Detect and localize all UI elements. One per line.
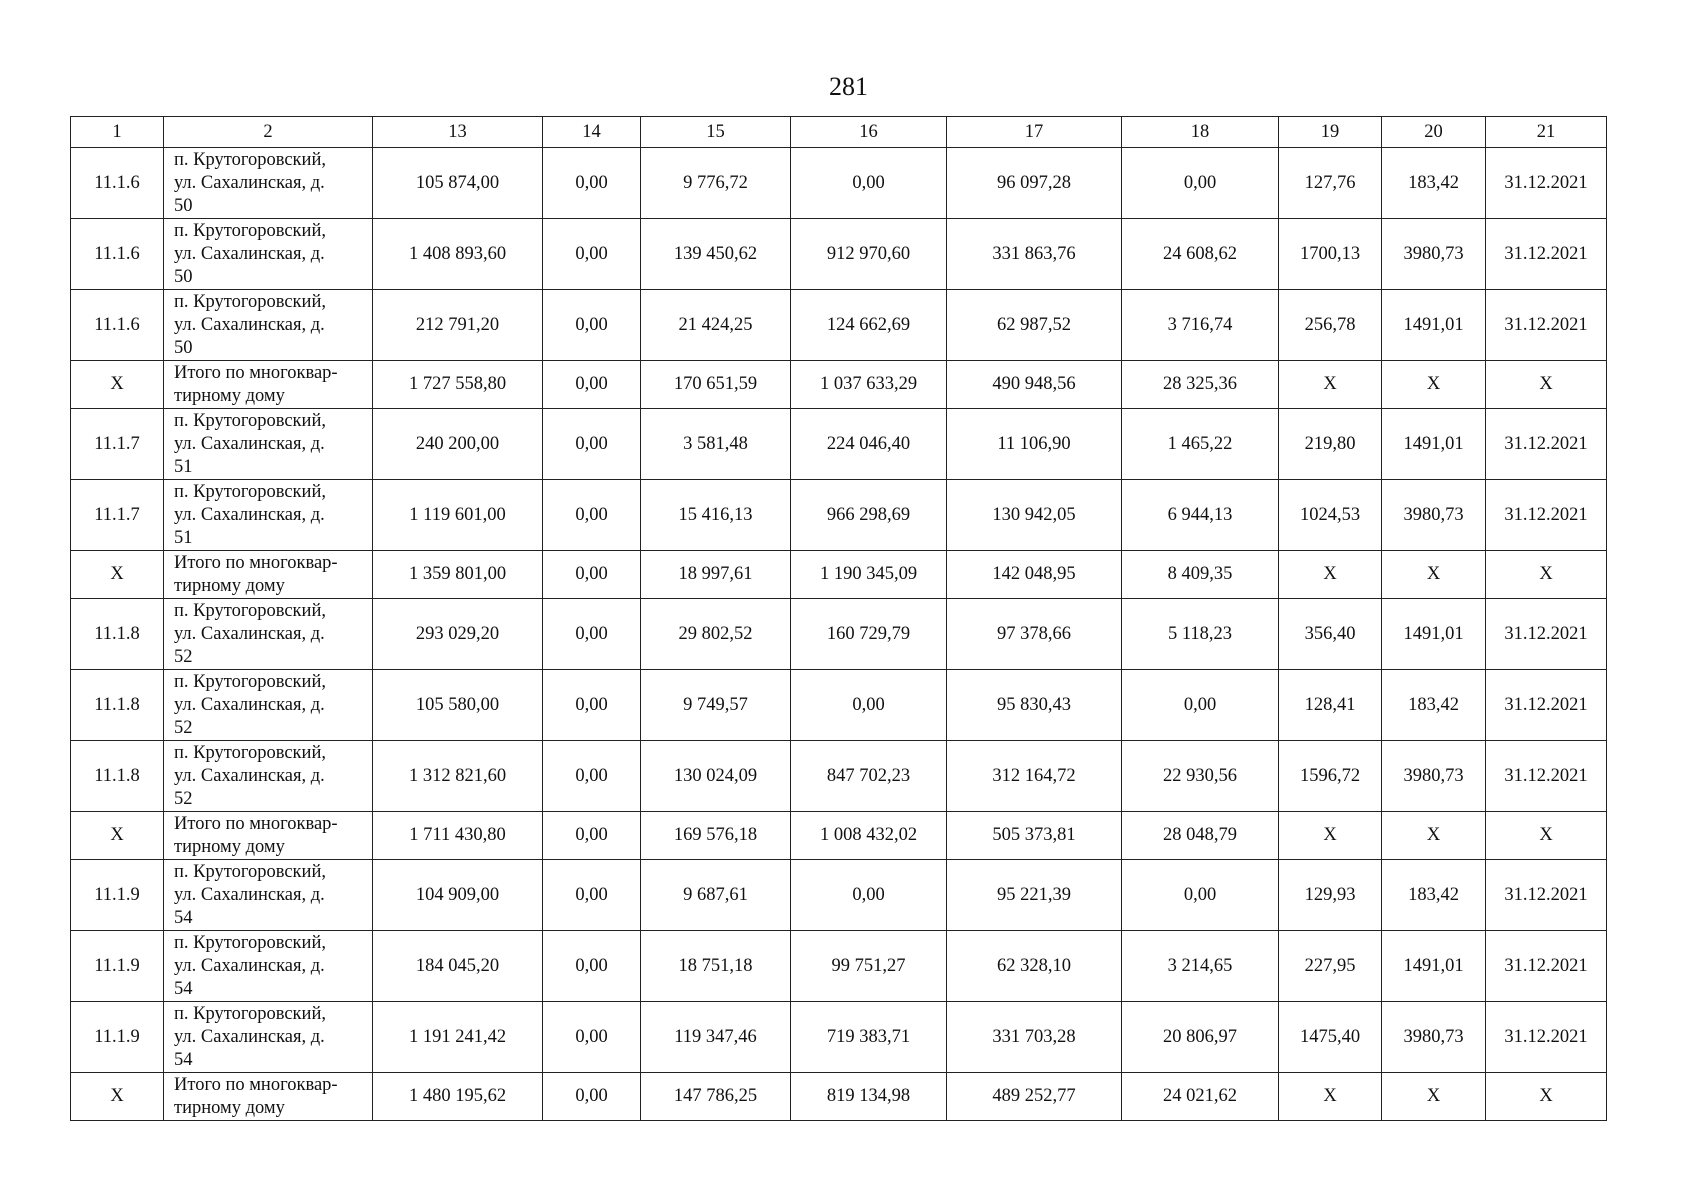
column-header: 19: [1279, 117, 1382, 148]
date-cell: 31.12.2021: [1486, 670, 1607, 741]
col-17-cell: 97 378,66: [947, 599, 1122, 670]
col-16-cell: 1 190 345,09: [791, 551, 947, 599]
col-14-cell: 0,00: [543, 599, 641, 670]
row-number-cell: 11.1.6: [71, 290, 164, 361]
column-header: 16: [791, 117, 947, 148]
col-18-cell: 0,00: [1122, 670, 1279, 741]
col-18-cell: 8 409,35: [1122, 551, 1279, 599]
col-19-cell: X: [1279, 361, 1382, 409]
col-14-cell: 0,00: [543, 361, 641, 409]
col-14-cell: 0,00: [543, 409, 641, 480]
col-16-cell: 124 662,69: [791, 290, 947, 361]
col-15-cell: 169 576,18: [641, 812, 791, 860]
total-row: [71, 361, 1607, 409]
table-row: [71, 670, 1607, 741]
col-17-cell: 62 987,52: [947, 290, 1122, 361]
col-20-cell: 183,42: [1382, 670, 1486, 741]
address-cell: п. Крутогоровский, ул. Сахалинская, д. 54: [164, 1002, 373, 1073]
col-15-cell: 130 024,09: [641, 741, 791, 812]
row-number-cell: 11.1.8: [71, 599, 164, 670]
col-15-cell: 9 749,57: [641, 670, 791, 741]
col-13-cell: 1 119 601,00: [373, 480, 543, 551]
col-14-cell: 0,00: [543, 290, 641, 361]
column-header: 1: [71, 117, 164, 148]
address-cell: п. Крутогоровский, ул. Сахалинская, д. 52: [164, 741, 373, 812]
col-14-cell: 0,00: [543, 1002, 641, 1073]
column-header: 15: [641, 117, 791, 148]
col-20-cell: X: [1382, 1073, 1486, 1121]
col-18-cell: 5 118,23: [1122, 599, 1279, 670]
col-20-cell: X: [1382, 361, 1486, 409]
col-20-cell: 3980,73: [1382, 1002, 1486, 1073]
address-cell: п. Крутогоровский, ул. Сахалинская, д. 50: [164, 290, 373, 361]
column-header: 20: [1382, 117, 1486, 148]
col-13-cell: 1 480 195,62: [373, 1073, 543, 1121]
col-19-cell: 129,93: [1279, 860, 1382, 931]
column-header: 18: [1122, 117, 1279, 148]
col-13-cell: 293 029,20: [373, 599, 543, 670]
address-cell: Итого по многоквар- тирному дому: [164, 551, 373, 599]
col-19-cell: 356,40: [1279, 599, 1382, 670]
col-18-cell: 24 608,62: [1122, 219, 1279, 290]
date-cell: 31.12.2021: [1486, 480, 1607, 551]
col-19-cell: X: [1279, 551, 1382, 599]
table-row: [71, 931, 1607, 1002]
col-15-cell: 9 687,61: [641, 860, 791, 931]
table-row: [71, 741, 1607, 812]
column-header: 17: [947, 117, 1122, 148]
date-cell: 31.12.2021: [1486, 599, 1607, 670]
table-row: [71, 409, 1607, 480]
date-cell: 31.12.2021: [1486, 409, 1607, 480]
col-19-cell: 1475,40: [1279, 1002, 1382, 1073]
col-13-cell: 1 359 801,00: [373, 551, 543, 599]
col-17-cell: 96 097,28: [947, 148, 1122, 219]
col-13-cell: 1 408 893,60: [373, 219, 543, 290]
row-number-cell: 11.1.7: [71, 480, 164, 551]
address-cell: п. Крутогоровский, ул. Сахалинская, д. 50: [164, 148, 373, 219]
col-16-cell: 160 729,79: [791, 599, 947, 670]
total-row: [71, 551, 1607, 599]
date-cell: X: [1486, 1073, 1607, 1121]
col-18-cell: 0,00: [1122, 860, 1279, 931]
col-15-cell: 170 651,59: [641, 361, 791, 409]
col-19-cell: 1700,13: [1279, 219, 1382, 290]
col-19-cell: X: [1279, 812, 1382, 860]
col-17-cell: 95 830,43: [947, 670, 1122, 741]
col-17-cell: 312 164,72: [947, 741, 1122, 812]
col-13-cell: 1 711 430,80: [373, 812, 543, 860]
date-cell: X: [1486, 361, 1607, 409]
address-cell: п. Крутогоровский, ул. Сахалинская, д. 50: [164, 219, 373, 290]
col-16-cell: 224 046,40: [791, 409, 947, 480]
col-15-cell: 18 751,18: [641, 931, 791, 1002]
col-13-cell: 1 727 558,80: [373, 361, 543, 409]
date-cell: X: [1486, 812, 1607, 860]
col-13-cell: 184 045,20: [373, 931, 543, 1002]
col-20-cell: 1491,01: [1382, 931, 1486, 1002]
column-header: 14: [543, 117, 641, 148]
col-16-cell: 847 702,23: [791, 741, 947, 812]
col-17-cell: 505 373,81: [947, 812, 1122, 860]
col-15-cell: 29 802,52: [641, 599, 791, 670]
col-20-cell: 1491,01: [1382, 409, 1486, 480]
col-18-cell: 3 214,65: [1122, 931, 1279, 1002]
col-17-cell: 489 252,77: [947, 1073, 1122, 1121]
col-16-cell: 0,00: [791, 670, 947, 741]
row-number-cell: 11.1.8: [71, 670, 164, 741]
date-cell: X: [1486, 551, 1607, 599]
date-cell: 31.12.2021: [1486, 1002, 1607, 1073]
col-16-cell: 819 134,98: [791, 1073, 947, 1121]
col-16-cell: 1 037 633,29: [791, 361, 947, 409]
table-row: [71, 480, 1607, 551]
column-header: 13: [373, 117, 543, 148]
col-20-cell: X: [1382, 551, 1486, 599]
col-14-cell: 0,00: [543, 551, 641, 599]
col-19-cell: 128,41: [1279, 670, 1382, 741]
col-16-cell: 1 008 432,02: [791, 812, 947, 860]
address-cell: п. Крутогоровский, ул. Сахалинская, д. 51: [164, 409, 373, 480]
col-18-cell: 0,00: [1122, 148, 1279, 219]
col-19-cell: 227,95: [1279, 931, 1382, 1002]
col-20-cell: 1491,01: [1382, 290, 1486, 361]
col-16-cell: 0,00: [791, 860, 947, 931]
table-row: [71, 599, 1607, 670]
col-18-cell: 24 021,62: [1122, 1073, 1279, 1121]
address-cell: Итого по многоквар- тирному дому: [164, 1073, 373, 1121]
col-18-cell: 6 944,13: [1122, 480, 1279, 551]
address-cell: Итого по многоквар- тирному дому: [164, 812, 373, 860]
col-15-cell: 3 581,48: [641, 409, 791, 480]
col-13-cell: 105 580,00: [373, 670, 543, 741]
col-14-cell: 0,00: [543, 480, 641, 551]
col-15-cell: 21 424,25: [641, 290, 791, 361]
col-20-cell: 3980,73: [1382, 219, 1486, 290]
row-number-cell: 11.1.9: [71, 860, 164, 931]
col-19-cell: X: [1279, 1073, 1382, 1121]
date-cell: 31.12.2021: [1486, 931, 1607, 1002]
col-14-cell: 0,00: [543, 1073, 641, 1121]
row-number-cell: 11.1.9: [71, 1002, 164, 1073]
table-body: [71, 117, 1607, 1121]
col-15-cell: 15 416,13: [641, 480, 791, 551]
row-number-cell: X: [71, 1073, 164, 1121]
table-row: [71, 860, 1607, 931]
col-15-cell: 9 776,72: [641, 148, 791, 219]
col-18-cell: 22 930,56: [1122, 741, 1279, 812]
row-number-cell: 11.1.9: [71, 931, 164, 1002]
table-row: [71, 290, 1607, 361]
col-17-cell: 331 703,28: [947, 1002, 1122, 1073]
col-13-cell: 212 791,20: [373, 290, 543, 361]
col-20-cell: 1491,01: [1382, 599, 1486, 670]
col-13-cell: 1 312 821,60: [373, 741, 543, 812]
col-18-cell: 28 048,79: [1122, 812, 1279, 860]
col-17-cell: 142 048,95: [947, 551, 1122, 599]
address-cell: п. Крутогоровский, ул. Сахалинская, д. 52: [164, 670, 373, 741]
header-row: [71, 117, 1607, 148]
address-cell: п. Крутогоровский, ул. Сахалинская, д. 54: [164, 931, 373, 1002]
col-16-cell: 912 970,60: [791, 219, 947, 290]
total-row: [71, 1073, 1607, 1121]
col-13-cell: 104 909,00: [373, 860, 543, 931]
col-14-cell: 0,00: [543, 148, 641, 219]
col-20-cell: 183,42: [1382, 860, 1486, 931]
col-14-cell: 0,00: [543, 812, 641, 860]
date-cell: 31.12.2021: [1486, 860, 1607, 931]
row-number-cell: X: [71, 812, 164, 860]
col-14-cell: 0,00: [543, 741, 641, 812]
col-17-cell: 490 948,56: [947, 361, 1122, 409]
col-15-cell: 139 450,62: [641, 219, 791, 290]
col-14-cell: 0,00: [543, 219, 641, 290]
col-16-cell: 0,00: [791, 148, 947, 219]
table-row: [71, 148, 1607, 219]
col-20-cell: X: [1382, 812, 1486, 860]
col-14-cell: 0,00: [543, 670, 641, 741]
col-17-cell: 130 942,05: [947, 480, 1122, 551]
row-number-cell: X: [71, 361, 164, 409]
col-17-cell: 11 106,90: [947, 409, 1122, 480]
col-16-cell: 966 298,69: [791, 480, 947, 551]
page-number: 281: [829, 72, 868, 101]
col-18-cell: 20 806,97: [1122, 1002, 1279, 1073]
col-16-cell: 719 383,71: [791, 1002, 947, 1073]
table-row: [71, 1002, 1607, 1073]
date-cell: 31.12.2021: [1486, 148, 1607, 219]
row-number-cell: 11.1.7: [71, 409, 164, 480]
col-16-cell: 99 751,27: [791, 931, 947, 1002]
col-20-cell: 3980,73: [1382, 741, 1486, 812]
address-cell: Итого по многоквар- тирному дому: [164, 361, 373, 409]
col-13-cell: 105 874,00: [373, 148, 543, 219]
col-15-cell: 147 786,25: [641, 1073, 791, 1121]
row-number-cell: 11.1.6: [71, 148, 164, 219]
address-cell: п. Крутогоровский, ул. Сахалинская, д. 51: [164, 480, 373, 551]
col-13-cell: 1 191 241,42: [373, 1002, 543, 1073]
col-20-cell: 3980,73: [1382, 480, 1486, 551]
address-cell: п. Крутогоровский, ул. Сахалинская, д. 54: [164, 860, 373, 931]
table-row: [71, 219, 1607, 290]
date-cell: 31.12.2021: [1486, 219, 1607, 290]
row-number-cell: 11.1.8: [71, 741, 164, 812]
col-18-cell: 28 325,36: [1122, 361, 1279, 409]
col-14-cell: 0,00: [543, 860, 641, 931]
col-19-cell: 1024,53: [1279, 480, 1382, 551]
col-18-cell: 3 716,74: [1122, 290, 1279, 361]
column-header: 2: [164, 117, 373, 148]
col-19-cell: 127,76: [1279, 148, 1382, 219]
col-17-cell: 62 328,10: [947, 931, 1122, 1002]
col-13-cell: 240 200,00: [373, 409, 543, 480]
col-17-cell: 331 863,76: [947, 219, 1122, 290]
data-table: [70, 116, 1607, 1121]
total-row: [71, 812, 1607, 860]
col-19-cell: 256,78: [1279, 290, 1382, 361]
column-header: 21: [1486, 117, 1607, 148]
row-number-cell: 11.1.6: [71, 219, 164, 290]
col-19-cell: 1596,72: [1279, 741, 1382, 812]
col-20-cell: 183,42: [1382, 148, 1486, 219]
col-14-cell: 0,00: [543, 931, 641, 1002]
row-number-cell: X: [71, 551, 164, 599]
date-cell: 31.12.2021: [1486, 290, 1607, 361]
col-15-cell: 18 997,61: [641, 551, 791, 599]
address-cell: п. Крутогоровский, ул. Сахалинская, д. 52: [164, 599, 373, 670]
col-17-cell: 95 221,39: [947, 860, 1122, 931]
col-19-cell: 219,80: [1279, 409, 1382, 480]
col-18-cell: 1 465,22: [1122, 409, 1279, 480]
date-cell: 31.12.2021: [1486, 741, 1607, 812]
col-15-cell: 119 347,46: [641, 1002, 791, 1073]
